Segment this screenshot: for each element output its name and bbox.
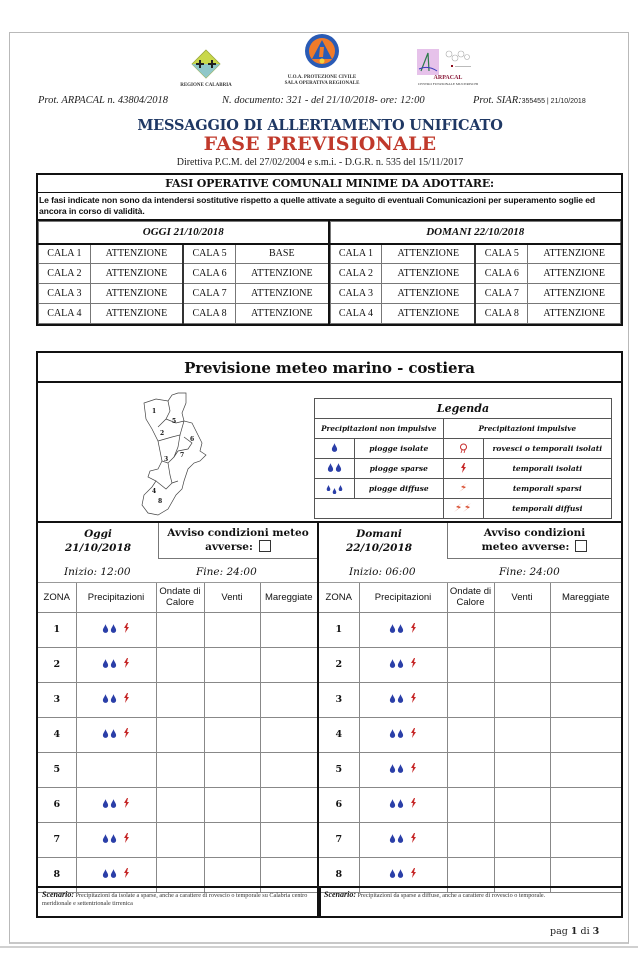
prot-siar-label: Prot. SIAR: xyxy=(473,95,522,106)
zone-number: 1 xyxy=(319,612,359,647)
single-bolt-icon xyxy=(404,765,417,776)
calabria-caption: REGIONE CALABRIA xyxy=(180,83,232,88)
meteo-heading: Previsione meteo marino - costiera xyxy=(38,353,621,383)
pag-current: 1 xyxy=(570,926,578,937)
scenario-row xyxy=(38,886,621,916)
precipitazioni-cell xyxy=(76,822,156,857)
cala-label: CALA 4 xyxy=(39,304,91,324)
venti-cell xyxy=(494,752,550,787)
cala-label: CALA 6 xyxy=(183,264,235,284)
legend-label: piogge isolate xyxy=(355,439,444,459)
cala-phase: ATTENZIONE xyxy=(528,244,621,264)
mareggiate-cell xyxy=(550,822,621,857)
map-zone-8: 8 xyxy=(158,498,163,505)
domani-scenario-text: Precipitazioni da sparse a diffuse, anche a carattere di rovescio o temporale. xyxy=(357,892,546,899)
cala-label: CALA 1 xyxy=(39,244,91,264)
prot-arpacal: Prot. ARPACAL n. 43804/2018 xyxy=(38,95,168,106)
precipitazioni-cell xyxy=(76,717,156,752)
document-number: N. documento: 321 - del 21/10/2018- ore: 12:00 xyxy=(222,95,425,106)
legend-label: temporali sparsi xyxy=(483,479,611,499)
ondate-cell xyxy=(156,717,204,752)
precipitazioni-cell xyxy=(359,752,447,787)
zone-number: 6 xyxy=(38,787,76,822)
cala-phase: ATTENZIONE xyxy=(236,304,329,324)
map-zone-7: 7 xyxy=(180,452,185,459)
mareggiate-cell xyxy=(550,717,621,752)
map-zone-2: 2 xyxy=(160,430,165,437)
venti-cell xyxy=(204,822,260,857)
legend-empty-cell xyxy=(315,499,444,519)
cala-phase: ATTENZIONE xyxy=(382,264,475,284)
ondate-cell xyxy=(447,682,494,717)
oggi-times xyxy=(38,563,317,583)
message-title: MESSAGGIO DI ALLERTAMENTO UNIFICATO xyxy=(137,117,503,134)
ondate-cell xyxy=(156,787,204,822)
oggi-scenario xyxy=(42,891,316,908)
domani-scenario-label: Scenario: xyxy=(324,890,356,899)
table-row xyxy=(39,264,329,284)
triple-drop-icon xyxy=(315,479,355,499)
zone-number: 7 xyxy=(38,822,76,857)
precipitazioni-cell xyxy=(359,717,447,752)
ondate-cell xyxy=(156,647,204,682)
double-drop-icon xyxy=(102,624,117,633)
table-row xyxy=(319,717,621,752)
oggi-avviso-line1: Avviso condizioni meteo xyxy=(167,527,309,539)
table-row xyxy=(319,752,621,787)
cala-phase: ATTENZIONE xyxy=(528,264,621,284)
legend-col-impulsive: Precipitazioni impulsive xyxy=(443,419,611,439)
double-drop-icon xyxy=(389,764,404,773)
mareggiate-cell xyxy=(550,682,621,717)
ondate-cell xyxy=(447,647,494,682)
arpacal-caption-1: ARPACAL xyxy=(433,75,463,81)
mareggiate-cell xyxy=(260,647,317,682)
col-venti: Venti xyxy=(494,583,550,612)
mareggiate-cell xyxy=(550,752,621,787)
legend-table xyxy=(314,398,612,519)
ondate-cell xyxy=(156,822,204,857)
phase-title: FASE PREVISIONALE xyxy=(203,133,437,155)
col-ondate: Ondate di Calore xyxy=(447,583,494,612)
zone-number: 8 xyxy=(38,857,76,892)
zone-number: 7 xyxy=(319,822,359,857)
double-drop-icon xyxy=(102,834,117,843)
zone-number: 2 xyxy=(38,647,76,682)
oggi-scenario-text: Precipitazioni da isolate a sparse, anche a carattere di rovescio o temporale su Calabria centro meridionale e settentrionale tirrenica xyxy=(42,892,308,907)
domani-inizio: Inizio: 06:00 xyxy=(349,566,416,578)
precipitazioni-cell xyxy=(76,752,156,787)
oggi-fine: Fine: 24:00 xyxy=(196,566,257,578)
regione-calabria-logo xyxy=(176,49,236,89)
zone-number: 6 xyxy=(319,787,359,822)
cala-label: CALA 8 xyxy=(475,304,528,324)
precipitazioni-cell xyxy=(359,787,447,822)
cala-label: CALA 7 xyxy=(183,284,235,304)
fasi-operative-box xyxy=(36,173,623,326)
page-bottom-divider xyxy=(0,946,638,948)
fasi-oggi-title: OGGI 21/10/2018 xyxy=(39,222,329,244)
col-zona: ZONA xyxy=(319,583,359,612)
zone-number: 2 xyxy=(319,647,359,682)
domani-zone-table xyxy=(319,583,621,893)
mareggiate-cell xyxy=(260,682,317,717)
map-zone-5: 5 xyxy=(172,418,177,425)
cala-label: CALA 4 xyxy=(330,304,382,324)
fasi-heading: FASI OPERATIVE COMUNALI MINIME DA ADOTTARE: xyxy=(38,175,621,193)
table-row xyxy=(38,717,317,752)
header-logos xyxy=(10,33,630,93)
zone-number: 5 xyxy=(319,752,359,787)
legend-title: Legenda xyxy=(315,399,612,419)
table-row xyxy=(39,304,329,324)
col-precipitazioni: Precipitazioni xyxy=(76,583,156,612)
double-drop-icon xyxy=(389,834,404,843)
venti-cell xyxy=(204,682,260,717)
ondate-cell xyxy=(156,752,204,787)
cala-label: CALA 6 xyxy=(475,264,528,284)
single-bolt-icon xyxy=(404,800,417,811)
single-bolt-icon xyxy=(404,730,417,741)
col-venti: Venti xyxy=(204,583,260,612)
domani-fine: Fine: 24:00 xyxy=(499,566,560,578)
arpacal-logo xyxy=(393,49,503,87)
col-zona: ZONA xyxy=(38,583,76,612)
protezione-civile-logo xyxy=(272,33,372,87)
domani-date: 22/10/2018 xyxy=(345,542,413,554)
cala-phase: BASE xyxy=(236,244,329,264)
domani-label: Domani xyxy=(356,528,402,540)
domani-avviso-line2: meteo avverse: xyxy=(481,541,570,553)
precipitazioni-cell xyxy=(359,822,447,857)
forecast-domani xyxy=(319,523,621,918)
domani-avviso-checkbox[interactable] xyxy=(575,540,587,552)
precipitazioni-cell xyxy=(76,682,156,717)
zone-number: 3 xyxy=(319,682,359,717)
table-row xyxy=(39,244,329,264)
fasi-note: Le fasi indicate non sono da intendersi sostitutive rispetto a quelle attivate a seguito di eventuali Comunicazioni per superamento soglie ed ancora in corso di validità. xyxy=(38,193,621,221)
precipitazioni-cell xyxy=(76,612,156,647)
oggi-avviso-line2: avverse: xyxy=(205,541,253,553)
cala-phase: ATTENZIONE xyxy=(236,264,329,284)
double-drop-icon xyxy=(389,659,404,668)
double-drop-icon xyxy=(389,729,404,738)
legend-label: piogge sparse xyxy=(355,459,444,479)
venti-cell xyxy=(494,682,550,717)
venti-cell xyxy=(204,787,260,822)
venti-cell xyxy=(494,717,550,752)
table-row xyxy=(319,787,621,822)
cala-phase: ATTENZIONE xyxy=(382,244,475,264)
venti-cell xyxy=(494,822,550,857)
cala-label: CALA 1 xyxy=(330,244,382,264)
single-bolt-icon xyxy=(443,459,483,479)
prot-siar-value: 355455 | 21/10/2018 xyxy=(521,98,586,105)
mareggiate-cell xyxy=(550,647,621,682)
double-drop-icon xyxy=(389,799,404,808)
fasi-domani-table xyxy=(330,221,622,324)
legend-col-non-impulsive: Precipitazioni non impulsive xyxy=(315,419,444,439)
prot-siar xyxy=(473,95,586,106)
directive-text: Direttiva P.C.M. del 27/02/2004 e s.m.i. - D.G.R. n. 535 del 15/11/2017 xyxy=(176,157,464,168)
table-row xyxy=(38,752,317,787)
shower-cloud-icon xyxy=(443,439,483,459)
mareggiate-cell xyxy=(260,717,317,752)
table-row xyxy=(38,612,317,647)
mareggiate-cell xyxy=(260,612,317,647)
meteo-forecast-box xyxy=(36,351,623,918)
double-drop-icon xyxy=(102,694,117,703)
table-row xyxy=(330,304,621,324)
table-row xyxy=(330,284,621,304)
mareggiate-cell xyxy=(260,822,317,857)
pag-total: 3 xyxy=(592,926,600,937)
oggi-date-block xyxy=(38,527,158,555)
double-drop-icon xyxy=(315,459,355,479)
cala-phase: ATTENZIONE xyxy=(90,304,183,324)
table-row xyxy=(38,787,317,822)
cala-label: CALA 5 xyxy=(183,244,235,264)
arpacal-emblem-icon xyxy=(417,49,439,75)
ondate-cell xyxy=(447,717,494,752)
cala-label: CALA 7 xyxy=(475,284,528,304)
page-number xyxy=(550,926,599,937)
map-zone-3: 3 xyxy=(164,456,169,463)
forecast-oggi xyxy=(38,523,319,918)
table-row xyxy=(330,244,621,264)
single-bolt-icon xyxy=(117,870,130,881)
cala-label: CALA 2 xyxy=(330,264,382,284)
single-bolt-icon xyxy=(117,835,130,846)
zone-number: 8 xyxy=(319,857,359,892)
legend-label: temporali diffusi xyxy=(483,499,611,519)
ondate-cell xyxy=(447,612,494,647)
cala-phase: ATTENZIONE xyxy=(382,284,475,304)
precipitazioni-cell xyxy=(76,647,156,682)
single-bolt-icon xyxy=(404,695,417,706)
fasi-domani-title: DOMANI 22/10/2018 xyxy=(330,222,621,244)
cala-phase: ATTENZIONE xyxy=(528,304,621,324)
double-drop-icon xyxy=(389,624,404,633)
double-drop-icon xyxy=(102,799,117,808)
mareggiate-cell xyxy=(260,752,317,787)
domani-avviso-line1: Avviso condizioni xyxy=(483,527,586,539)
single-bolt-icon xyxy=(117,695,130,706)
cala-phase: ATTENZIONE xyxy=(90,264,183,284)
cala-label: CALA 8 xyxy=(183,304,235,324)
venti-cell xyxy=(204,612,260,647)
mareggiate-cell xyxy=(550,612,621,647)
double-drop-icon xyxy=(389,694,404,703)
ondate-cell xyxy=(447,822,494,857)
venti-cell xyxy=(204,647,260,682)
oggi-date: 21/10/2018 xyxy=(64,542,132,554)
table-row xyxy=(38,682,317,717)
oggi-inizio: Inizio: 12:00 xyxy=(64,566,131,578)
cala-phase: ATTENZIONE xyxy=(90,244,183,264)
oggi-zone-table xyxy=(38,583,317,893)
single-bolt-icon xyxy=(404,870,417,881)
ondate-cell xyxy=(156,612,204,647)
precipitazioni-cell xyxy=(359,682,447,717)
table-row xyxy=(319,822,621,857)
legend-label: rovesci o temporali isolati xyxy=(483,439,611,459)
cala-label: CALA 2 xyxy=(39,264,91,284)
mareggiate-cell xyxy=(260,787,317,822)
domani-date-block xyxy=(319,527,439,555)
venti-cell xyxy=(494,787,550,822)
precipitazioni-cell xyxy=(76,787,156,822)
single-drop-icon xyxy=(315,439,355,459)
zone-number: 5 xyxy=(38,752,76,787)
cala-phase: ATTENZIONE xyxy=(90,284,183,304)
oggi-label: Oggi xyxy=(84,528,112,540)
single-bolt-icon xyxy=(404,625,417,636)
ondate-cell xyxy=(156,682,204,717)
cala-label: CALA 3 xyxy=(330,284,382,304)
pc-caption-2: SALA OPERATIVA REGIONALE xyxy=(284,81,360,86)
fasi-oggi-table xyxy=(38,221,330,324)
table-row xyxy=(319,682,621,717)
zone-number: 4 xyxy=(319,717,359,752)
table-row xyxy=(38,822,317,857)
ondate-cell xyxy=(447,787,494,822)
cala-phase: ATTENZIONE xyxy=(528,284,621,304)
mareggiate-cell xyxy=(550,787,621,822)
legend-label: temporali isolati xyxy=(483,459,611,479)
single-bolt-icon xyxy=(117,660,130,671)
cala-label: CALA 5 xyxy=(475,244,528,264)
calabria-emblem-icon xyxy=(191,49,221,79)
precipitazioni-cell xyxy=(359,612,447,647)
legend-label: piogge diffuse xyxy=(355,479,444,499)
cala-phase: ATTENZIONE xyxy=(382,304,475,324)
table-row xyxy=(319,612,621,647)
oggi-avviso-checkbox[interactable] xyxy=(259,540,271,552)
col-ondate: Ondate di Calore xyxy=(156,583,204,612)
lightning-icon xyxy=(443,479,483,499)
venti-cell xyxy=(204,752,260,787)
col-precipitazioni: Precipitazioni xyxy=(359,583,447,612)
double-drop-icon xyxy=(389,869,404,878)
col-mareggiate: Mareggiate xyxy=(550,583,621,612)
table-row xyxy=(38,647,317,682)
zone-number: 3 xyxy=(38,682,76,717)
single-bolt-icon xyxy=(117,800,130,811)
map-zone-1: 1 xyxy=(152,408,157,415)
document-page xyxy=(9,32,629,944)
single-bolt-icon xyxy=(404,660,417,671)
domani-times xyxy=(319,563,621,583)
double-drop-icon xyxy=(102,729,117,738)
ondate-cell xyxy=(447,752,494,787)
map-legend-area xyxy=(38,383,621,523)
protezione-civile-emblem-icon xyxy=(304,33,340,69)
protocol-line xyxy=(10,95,630,109)
col-mareggiate: Mareggiate xyxy=(260,583,317,612)
table-row xyxy=(319,647,621,682)
cala-label: CALA 3 xyxy=(39,284,91,304)
map-zone-4: 4 xyxy=(152,488,157,495)
zone-number: 1 xyxy=(38,612,76,647)
pag-prefix: pag xyxy=(550,926,571,937)
single-bolt-icon xyxy=(117,730,130,741)
cala-phase: ATTENZIONE xyxy=(236,284,329,304)
table-row xyxy=(39,284,329,304)
map-zone-6: 6 xyxy=(190,436,195,443)
pag-mid: di xyxy=(577,926,593,937)
domani-avviso xyxy=(447,523,621,559)
multirischi-emblem-icon xyxy=(443,49,479,71)
calabria-zones-map-icon xyxy=(138,391,210,516)
zone-number: 4 xyxy=(38,717,76,752)
venti-cell xyxy=(494,647,550,682)
oggi-scenario-label: Scenario: xyxy=(42,890,74,899)
oggi-avviso xyxy=(158,523,317,559)
venti-cell xyxy=(494,612,550,647)
arpacal-caption-2: CENTRO FUNZIONALE MULTIRISCHI xyxy=(417,82,479,86)
single-bolt-icon xyxy=(117,625,130,636)
domani-scenario xyxy=(324,891,620,900)
pc-caption-1: U.O.A. PROTEZIONE CIVILE xyxy=(287,75,357,80)
double-drop-icon xyxy=(102,659,117,668)
double-drop-icon xyxy=(102,869,117,878)
single-bolt-icon xyxy=(404,835,417,846)
table-row xyxy=(330,264,621,284)
double-lightning-icon xyxy=(443,499,483,519)
precipitazioni-cell xyxy=(359,647,447,682)
venti-cell xyxy=(204,717,260,752)
